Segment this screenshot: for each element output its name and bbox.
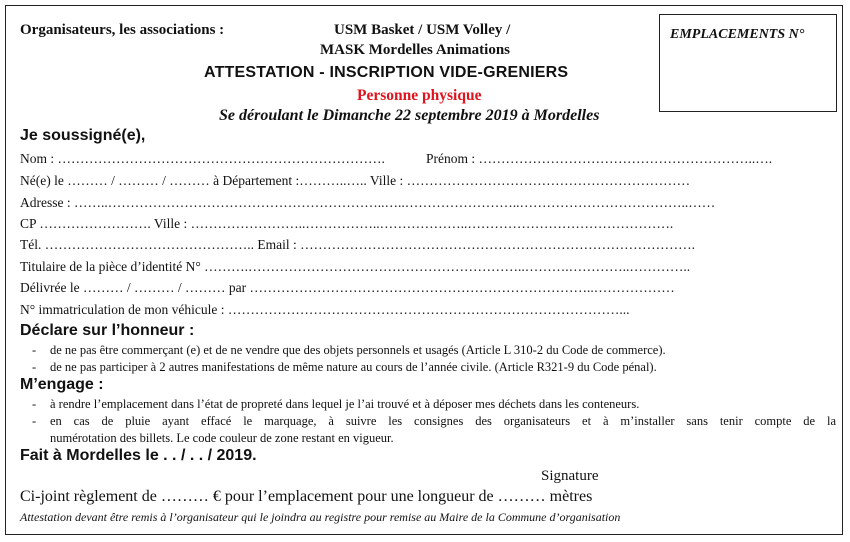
piece-identite-field[interactable]: Titulaire de la pièce d’identité N° ……….……………………………………………………..……….…………..…………..	[20, 259, 691, 274]
identity-heading: Je soussigné(e),	[20, 127, 146, 144]
engage-item-1: à rendre l’emplacement dans l’état de propreté dans lequel je l’ai trouvé et à déposer mes déchets dans les conteneurs.	[50, 397, 640, 411]
emplacements-label: EMPLACEMENTS N°	[670, 27, 805, 42]
nom-field[interactable]: Nom : ……………………………………………………………….	[20, 151, 385, 166]
organizers-line2: MASK Mordelles Animations	[320, 42, 510, 58]
prenom-field[interactable]: Prénom : ……………………………………………………..….	[426, 151, 773, 166]
declare-heading: Déclare sur l’honneur :	[20, 322, 195, 339]
engage-heading: M’engage :	[20, 376, 104, 393]
cp-ville-field[interactable]: CP ……………………. Ville : ……………………..……………..………………..……………………………………….	[20, 216, 674, 231]
immatriculation-field[interactable]: N° immatriculation de mon véhicule : ……………………………………………………………………………...	[20, 302, 630, 317]
naissance-field[interactable]: Né(e) le ……… / ……… / ……… à Département :………..….. Ville : ………………………………………………………	[20, 173, 691, 188]
list-bullet: -	[32, 397, 37, 411]
tel-email-field[interactable]: Tél. ……………………………………….. Email : …………………………………………………………………………….	[20, 237, 695, 252]
list-bullet: -	[32, 360, 37, 374]
fait-a-line: Fait à Mordelles le . . / . . / 2019.	[20, 447, 257, 464]
reglement-line[interactable]: Ci-joint règlement de ……… € pour l’emplacement pour une longueur de ……… mètres	[20, 488, 593, 505]
page-title: ATTESTATION - INSCRIPTION VIDE-GRENIERS	[204, 64, 569, 81]
organizers-line1: USM Basket / USM Volley /	[334, 22, 511, 38]
list-bullet: -	[32, 414, 37, 428]
signature-label: Signature	[541, 468, 599, 484]
event-line: Se déroulant le Dimanche 22 septembre 2019 à Mordelles	[219, 107, 600, 124]
emplacements-box	[659, 14, 837, 112]
engage-item-2-line1: en cas de pluie ayant effacé le marquage, à suivre les consignes des organisateurs et à m’installer sans tenir compte de la	[50, 414, 836, 428]
declare-item-2: de ne pas participer à 2 autres manifestations de même nature au cours de l’année civile. (Article R321-9 du Code pénal).	[50, 360, 657, 374]
delivree-field[interactable]: Délivrée le ……… / ……… / ……… par …………………………………………………………………..………………	[20, 280, 675, 295]
footer-note: Attestation devant être remis à l’organisateur qui le joindra au registre pour remise au Maire de la Commune d’organisation	[20, 510, 621, 524]
declare-item-1: de ne pas être commerçant (e) et de ne vendre que des objets personnels et usagés (Article L 310-2 du Code de commerce).	[50, 343, 666, 357]
adresse-field[interactable]: Adresse : ……..……………………………………………………..…..……………………..………………………………..……	[20, 195, 716, 210]
subtitle: Personne physique	[357, 87, 482, 104]
engage-item-2-line2: numérotation des billets. Le code couleur de zone restant en vigueur.	[50, 431, 394, 445]
organizers-label: Organisateurs, les associations :	[20, 22, 225, 38]
list-bullet: -	[32, 343, 37, 357]
